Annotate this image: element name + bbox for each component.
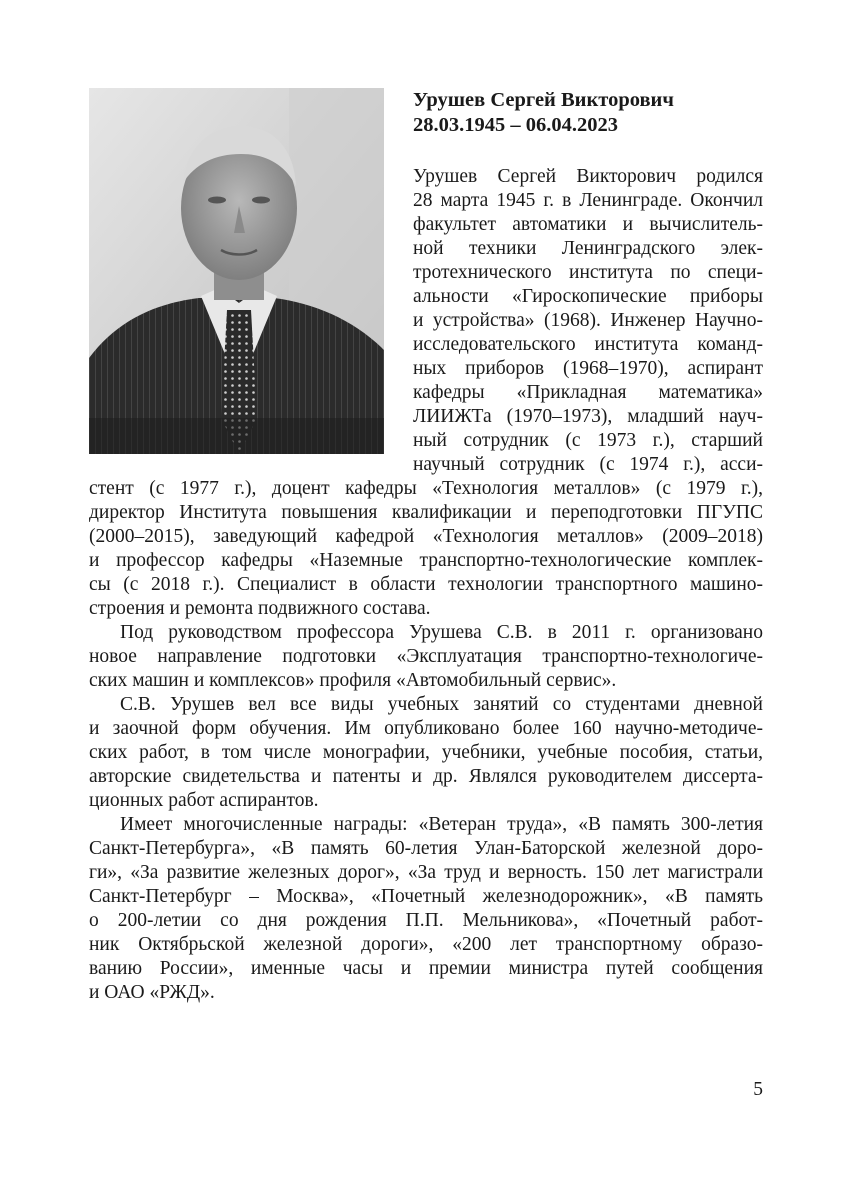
text-line: Санкт-Петербург – Москва», «Почетный железнодорожник», «В память — [89, 886, 763, 907]
text-line: Урушев Сергей Викторович родился — [413, 166, 763, 187]
text-line: ных приборов (1968–1970), аспирант — [413, 358, 763, 379]
text-line: ный сотрудник (с 1973 г.), старший — [413, 430, 763, 451]
text-line: исследовательского института команд- — [413, 334, 763, 355]
text-line: о 200-летии со дня рождения П.П. Мельникова», «Почетный работ- — [89, 910, 763, 931]
text-line: и устройства» (1968). Инженер Научно- — [413, 310, 763, 331]
text-line: и заочной форм обучения. Им опубликовано более 160 научно-методиче- — [89, 718, 763, 739]
text-line: новое направление подготовки «Эксплуатация транспортно-технологиче- — [89, 646, 763, 667]
text-line: ванию России», именные часы и премии министра путей сообщения — [89, 958, 763, 979]
text-line: альности «Гироскопические приборы — [413, 286, 763, 307]
person-name: Урушев Сергей Викторович — [413, 89, 674, 111]
text-line: кафедры «Прикладная математика» — [413, 382, 763, 403]
text-line: ник Октябрьской железной дороги», «200 лет транспортному образо- — [89, 934, 763, 955]
text-line: строения и ремонта подвижного состава. — [89, 598, 431, 619]
text-line: Имеет многочисленные награды: «Ветеран труда», «В память 300-летия — [120, 814, 763, 835]
text-line: и ОАО «РЖД». — [89, 982, 215, 1003]
text-line: ционных работ аспирантов. — [89, 790, 319, 811]
text-line: научный сотрудник (с 1974 г.), асси- — [413, 454, 763, 475]
text-line: ной техники Ленинградского элек- — [413, 238, 763, 259]
text-line: директор Института повышения квалификации и переподготовки ПГУПС — [89, 502, 763, 523]
text-line: стент (с 1977 г.), доцент кафедры «Технология металлов» (с 1979 г.), — [89, 478, 763, 499]
text-line: Под руководством профессора Урушева С.В. в 2011 г. организовано — [120, 622, 763, 643]
text-line: ских машин и комплексов» профиля «Автомобильный сервис». — [89, 670, 617, 691]
text-line: ги», «За развитие железных дорог», «За труд и верность. 150 лет магистрали — [89, 862, 763, 883]
life-dates: 28.03.1945 – 06.04.2023 — [413, 114, 618, 136]
text-line: ских работ, в том числе монографии, учебники, учебные пособия, статьи, — [89, 742, 763, 763]
portrait-photo — [89, 88, 384, 454]
text-line: Санкт-Петербурга», «В память 60-летия Улан-Баторской железной доро- — [89, 838, 763, 859]
text-line: 28 марта 1945 г. в Ленинграде. Окончил — [413, 190, 763, 211]
text-line: (2000–2015), заведующий кафедрой «Технология металлов» (2009–2018) — [89, 526, 763, 547]
text-line: факультет автоматики и вычислитель- — [413, 214, 763, 235]
text-line: ЛИИЖТа (1970–1973), младший науч- — [413, 406, 763, 427]
portrait-icon — [89, 88, 384, 454]
text-line: С.В. Урушев вел все виды учебных занятий со студентами дневной — [120, 694, 763, 715]
text-line: тротехнического института по специ- — [413, 262, 763, 283]
text-line: сы (с 2018 г.). Специалист в области технологии транспортного машино- — [89, 574, 763, 595]
page-number: 5 — [753, 1079, 763, 1100]
text-line: и профессор кафедры «Наземные транспортно-технологические комплек- — [89, 550, 763, 571]
text-line: авторские свидетельства и патенты и др. Являлся руководителем диссерта- — [89, 766, 763, 787]
